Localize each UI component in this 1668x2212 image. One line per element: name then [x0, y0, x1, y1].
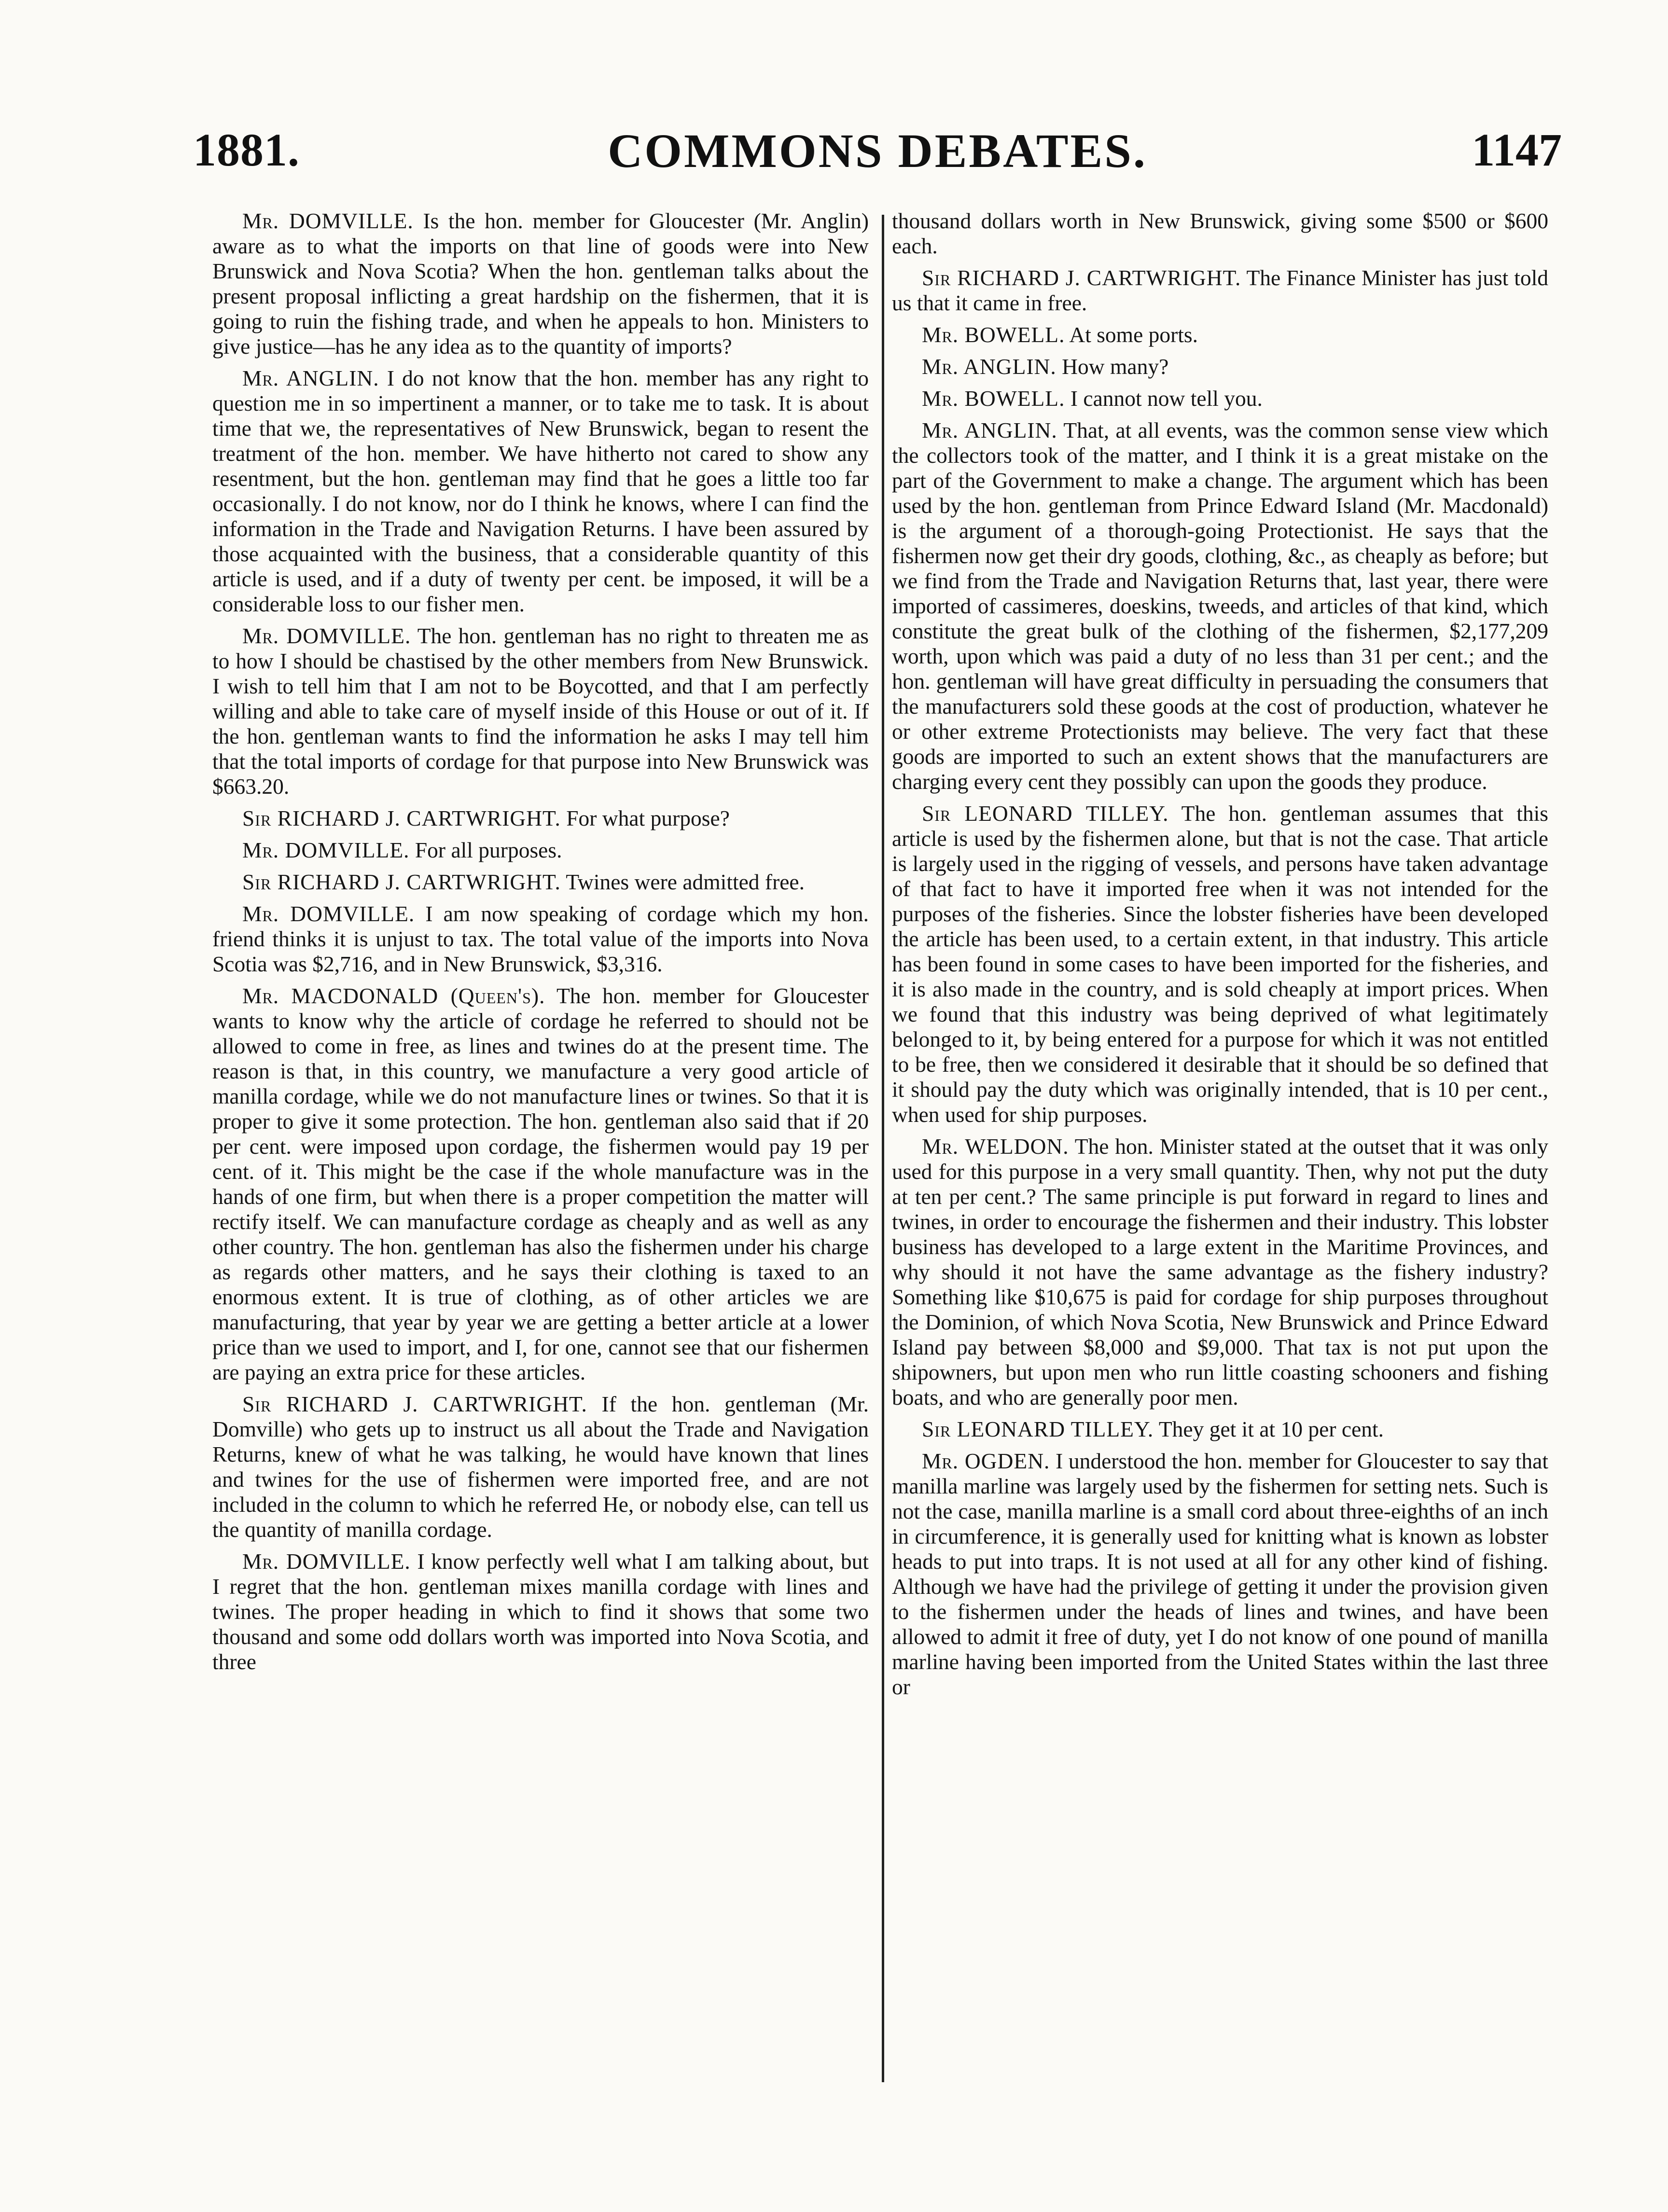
header-page-number: 1147 [1472, 124, 1562, 176]
paragraph [212, 1392, 869, 1542]
header-title: COMMONS DEBATES. [608, 124, 1147, 178]
speech-text: That, at all events, was the common sense view which the collectors took of the matter, and I think it is a great mistake on the part of the Government to make a change. The argument which has been used by the hon. gentleman from Prince Edward Island (Mr. Macdonald) is the argument of a thorough-going Protectionist. He says that the fishermen now get their dry goods, clothing, &c., as cheaply as before; but we find from the Trade and Navigation Returns that, last year, there were imported of cassimeres, doeskins, tweeds, and articles of that kind, which constitute the great bulk of the clothing of the fishermen, $2,177,209 worth, upon which was paid a duty of no less than 31 per cent.; and the hon. gentleman will have great difficulty in persuading the consumers that the manufacturers sold these goods at the cost of production, whatever he or other extreme Protectionists may believe. The very fact that these goods are imported to such an extent shows that the manufacturers are charging every cent they possibly can upon the goods they produce. [892, 418, 1549, 794]
column-divider [882, 215, 884, 2082]
speech-text: I do not know that the hon. member has any right to question me in so impertinent a manner, or to take me to task. It is about time that we, the representatives of New Brunswick, began to resent the treatment of the hon. member. We have hitherto not cared to show any resentment, but the hon. gentleman may find that he goes a little too far occasionally. I do not know, nor do I think he knows, where I can find the information in the Trade and Navigation Returns. I have been assured by those acquainted with the business, that a considerable quantity of this article is used, and if a duty of twenty per cent. be imposed, it will be a considerable loss to our fisher men. [212, 366, 869, 616]
speaker-name: Mr. OGDEN. [922, 1449, 1050, 1473]
speaker-name: Mr. BOWELL. [922, 322, 1065, 347]
speaker-name: Sir LEONARD TILLEY. [922, 801, 1169, 826]
paragraph [892, 386, 1548, 411]
speaker-name: Mr. DOMVILLE. [242, 208, 414, 233]
paragraph [212, 870, 869, 895]
speaker-name: Mr. DOMVILLE. [242, 623, 411, 648]
paragraph [892, 354, 1548, 379]
speaker-name: Sir RICHARD J. CARTWRIGHT. [922, 265, 1241, 290]
speaker-name: Mr. DOMVILLE. [242, 838, 410, 862]
speech-text: I know perfectly well what I am talking about, but I regret that the hon. gentleman mixes manilla cordage with lines and twines. The proper heading in which to find it shows that some two thousand and some odd dollars worth was imported into Nova Scotia, and three [212, 1549, 869, 1674]
speaker-name: Mr. ANGLIN. [922, 418, 1057, 442]
paragraph [892, 801, 1548, 1127]
speech-text: Is the hon. member for Gloucester (Mr. Anglin) aware as to what the imports on that line of goods were into New Brunswick and Nova Scotia? When the hon. gentleman talks about the present proposal inflicting a great hardship on the fishermen, that it is going to ruin the fishing trade, and when he appeals to hon. Ministers to give justice—has he any idea as to the quantity of imports? [212, 208, 869, 359]
paragraph [892, 418, 1548, 794]
paragraph [212, 806, 869, 831]
speaker-name: Sir LEONARD TILLEY. [922, 1417, 1154, 1441]
paragraph [212, 623, 869, 799]
paragraph [892, 322, 1548, 347]
speech-text: The hon. member for Gloucester wants to know why the article of cordage he referred to should not be allowed to come in free, as lines and twines do at the present time. The reason is that, in this country, we manufacture a very good article of manilla cordage, while we do not manufacture lines or twines. So that it is proper to give it some protection. The hon. gentleman also said that if 20 per cent. were imposed upon cordage, the fishermen would pay 19 per cent. of it. This might be the case if the whole manufacture was in the hands of one firm, but when there is a proper competition the matter will rectify itself. We can manufacture cordage as cheaply and as well as any other country. The hon. gentleman has also the fishermen under his charge as regards other matters, and he says their clothing is taxed to an enormous extent. It is true of clothing, as of other articles we are manufacturing, that year by year we are getting a better article at a lower price than we used to import, and I, for one, cannot see that our fishermen are paying an extra price for these articles. [212, 983, 869, 1384]
right-column [892, 208, 1548, 1706]
paragraph [892, 208, 1548, 259]
speech-text: How many? [1062, 354, 1169, 379]
speech-text: Twines were admitted free. [566, 870, 805, 894]
speech-text: thousand dollars worth in New Brunswick, giving some $500 or $600 each. [892, 208, 1548, 258]
speech-text: For all purposes. [415, 838, 562, 862]
speech-text: The hon. gentleman assumes that this article is used by the fishermen alone, but that is not the case. That article is largely used in the rigging of vessels, and persons have taken advantage of that fact to have it imported free when it was not intended for the purposes of the fisheries. Since the lobster fisheries have been developed the article has been used, to a certain extent, in that industry. This article has been found in some cases to have been imported for the fisheries, and it is also made in the country, and is sold cheaply at import prices. When we found that this industry was being deprived of what legitimately belonged to it, by being entered for a purpose for which it was not entitled to be free, then we considered it desirable that it should be so defined that it should pay the duty which was originally intended, that is 10 per cent., when used for ship purposes. [892, 801, 1549, 1127]
paragraph [212, 1549, 869, 1674]
speech-text: They get it at 10 per cent. [1158, 1417, 1384, 1441]
speaker-name: Mr. BOWELL. [922, 386, 1065, 411]
speech-text: I am now speaking of cordage which my hon. friend thinks it is unjust to tax. The total value of the imports into Nova Scotia was $2,716, and in New Brunswick, $3,316. [212, 901, 869, 976]
speech-text: The Finance Minister has just told us that it came in free. [892, 265, 1548, 315]
page-header [193, 123, 1562, 186]
speech-text: I understood the hon. member for Gloucester to say that manilla marline was largely used by the fishermen for setting nets. Such is not the case, manilla marline is a small cord about three-eighths of an inch in circumference, it is generally used for knitting what is known as lobster heads to put into traps. It is not used at all for any other kind of fishing. Although we have had the privilege of getting it under the provision given to the fishermen under the heads of lines and twines, and have been allowed to admit it free of duty, yet I do not know of one pound of manilla marline having been imported from the United States within the last three or [892, 1449, 1549, 1699]
paragraph [892, 1417, 1548, 1442]
speaker-name: Mr. ANGLIN. [242, 366, 379, 390]
speaker-name: Mr. WELDON. [922, 1134, 1069, 1159]
speech-text: I cannot now tell you. [1070, 386, 1263, 411]
paragraph [212, 838, 869, 863]
paragraph [892, 1134, 1548, 1410]
speech-text: If the hon. gentleman (Mr. Domville) who gets up to instruct us all about the Trade and Navigation Returns, knew of what he was talking, he would have known that lines and twines for the use of fishermen were imported free, and are not included in the column to which he referred He, or nobody else, can tell us the quantity of manilla cordage. [212, 1392, 869, 1542]
speaker-name: Mr. DOMVILLE. [242, 1549, 411, 1574]
speech-text: At some ports. [1069, 322, 1198, 347]
speaker-name: Sir RICHARD J. CARTWRIGHT. [242, 1392, 587, 1416]
paragraph [212, 208, 869, 359]
paragraph [892, 265, 1548, 316]
speaker-name: Mr. ANGLIN. [922, 354, 1056, 379]
paragraph [212, 901, 869, 977]
speaker-name: Mr. MACDONALD (Queen's). [242, 983, 545, 1008]
paragraph [892, 1449, 1548, 1700]
speaker-name: Mr. DOMVILLE. [242, 901, 415, 926]
paragraph [212, 983, 869, 1385]
speech-text: The hon. gentleman has no right to threaten me as to how I should be chastised by the other members from New Brunswick. I wish to tell him that I am not to be Boycotted, and that I am perfectly willing and able to take care of myself inside of this House or out of it. If the hon. gentleman wants to find the information he asks I may tell him that the total imports of cordage for that purpose into New Brunswick was $663.20. [212, 623, 869, 799]
speech-text: The hon. Minister stated at the outset that it was only used for this purpose in a very small quantity. Then, why not put the duty at ten per cent.? The same principle is put forward in regard to lines and twines, in order to encourage the fishermen and their industry. This lobster business has developed to a large extent in the Maritime Provinces, and why should it not have the same advantage as the fishery industry? Something like $10,675 is paid for cordage for ship purposes throughout the Dominion, of which Nova Scotia, New Brunswick and Prince Edward Island pay between $8,000 and $9,000. That tax is not put upon the shipowners, but upon men who run little coasting schooners and fishing boats, and who are generally poor men. [892, 1134, 1548, 1410]
left-column [212, 208, 869, 1681]
header-year: 1881. [193, 124, 300, 176]
speech-text: For what purpose? [566, 806, 730, 830]
paragraph [212, 366, 869, 617]
speaker-name: Sir RICHARD J. CARTWRIGHT. [242, 806, 561, 830]
speaker-name: Sir RICHARD J. CARTWRIGHT. [242, 870, 561, 894]
